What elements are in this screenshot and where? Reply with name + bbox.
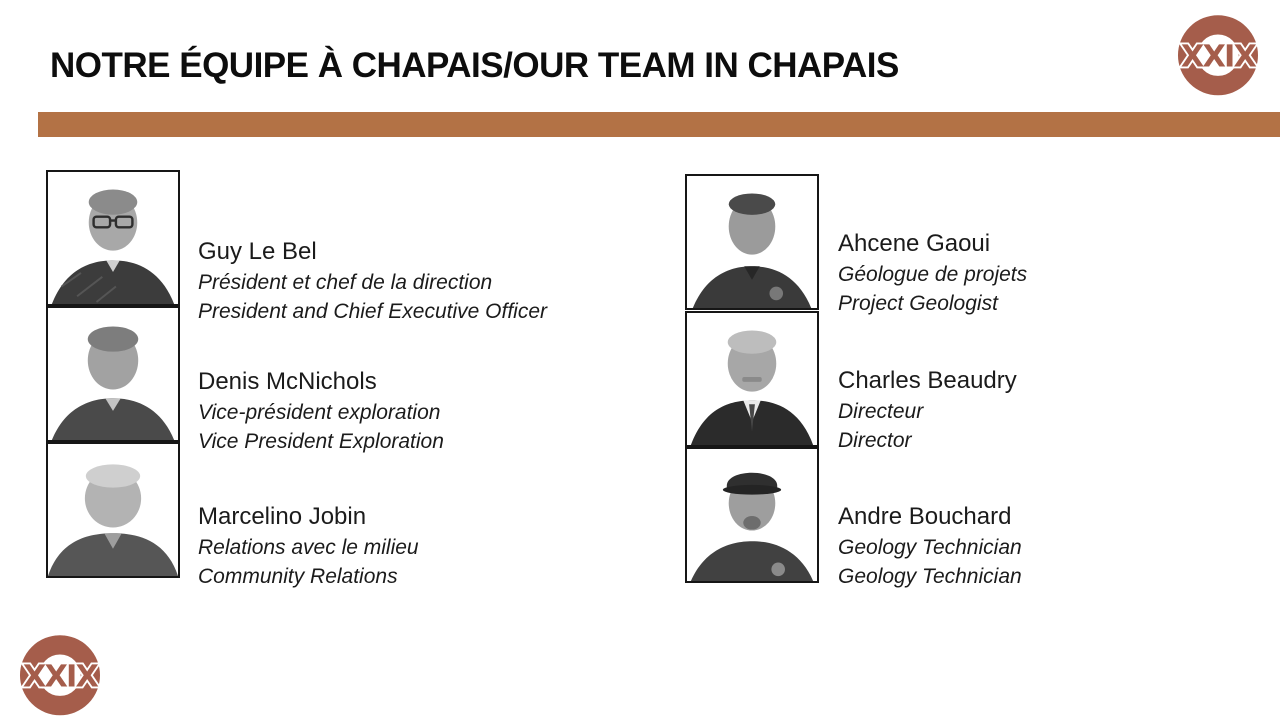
member-photo <box>685 447 819 583</box>
company-logo-top-right <box>1172 12 1264 98</box>
member-info <box>198 501 419 591</box>
member-info <box>838 228 1027 318</box>
member-photo <box>46 442 180 578</box>
member-title-en: Director <box>838 429 912 452</box>
xxix-logo-icon <box>1172 12 1264 98</box>
member-photo <box>46 170 180 306</box>
company-logo-bottom-left <box>14 632 106 718</box>
member-name: Ahcene Gaoui <box>838 230 991 257</box>
member-name: Guy Le Bel <box>198 238 317 265</box>
logo-text: XXIX <box>1180 39 1256 75</box>
member-title-fr: Président et chef de la direction <box>198 271 493 294</box>
member-title-fr: Relations avec le milieu <box>198 536 419 559</box>
member-title-en: Community Relations <box>198 565 398 588</box>
member-title-fr: Directeur <box>838 400 924 423</box>
member-photo <box>46 306 180 442</box>
member-title-en: President and Chief Executive Officer <box>198 300 548 323</box>
member-info <box>198 236 547 326</box>
member-title-en: Vice President Exploration <box>198 430 444 453</box>
member-title-fr: Géologue de projets <box>838 263 1028 286</box>
member-photo <box>685 311 819 447</box>
xxix-logo-icon <box>14 632 106 718</box>
member-info <box>838 365 1017 455</box>
member-title-en: Project Geologist <box>838 292 998 315</box>
member-name: Charles Beaudry <box>838 367 1017 394</box>
member-info <box>838 501 1022 591</box>
member-name: Andre Bouchard <box>838 503 1012 530</box>
logo-text: XXIX <box>22 659 98 695</box>
member-name: Marcelino Jobin <box>198 503 367 530</box>
member-title-fr: Vice-président exploration <box>198 401 441 424</box>
accent-bar <box>38 112 1280 137</box>
member-title-fr: Geology Technician <box>838 536 1022 559</box>
member-info <box>198 366 444 456</box>
member-title-en: Geology Technician <box>838 565 1022 588</box>
member-name: Denis McNichols <box>198 368 377 395</box>
page-title: NOTRE ÉQUIPE À CHAPAIS/OUR TEAM IN CHAPAIS <box>50 46 899 85</box>
member-photo <box>685 174 819 310</box>
